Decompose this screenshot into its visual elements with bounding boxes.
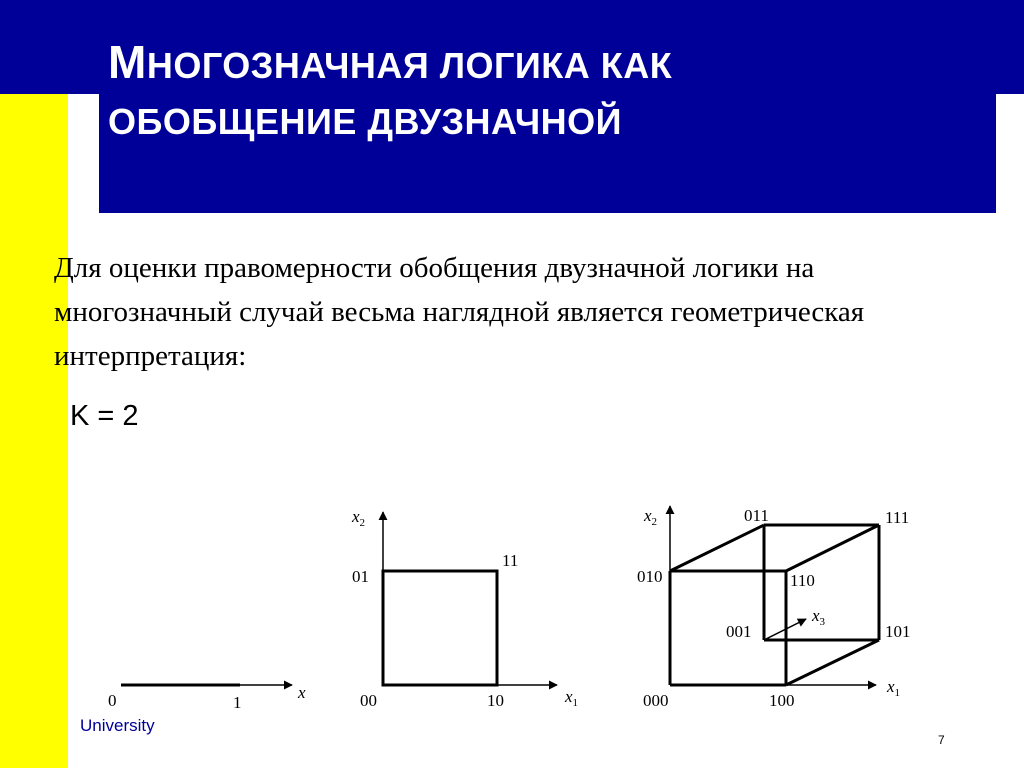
vertex-110-label: 110 [790,571,815,590]
cube-x1-label: $x_1$ [887,677,901,699]
vertex-010-label: 010 [637,567,663,586]
cube-edge [786,525,879,571]
footer-university: University [80,716,155,735]
square-x1-label: $x_1$ [565,687,579,709]
cube-edge [786,640,879,685]
body-paragraph: Для оценки правомерности обобщения двузначной логики на многозначный случай весьма наглядной является геометрическая интерпретация: [54,252,865,372]
cube-edge [670,525,764,571]
vertex-100-label: 100 [769,691,795,710]
title-line-1-rest: НОГОЗНАЧНАЯ ЛОГИКА КАК [146,45,673,86]
vertex-11-label: 11 [502,551,519,570]
k-value-label: K = 2 [70,400,139,432]
unit-square [383,571,497,685]
cube-edges [670,525,879,685]
point-0-label: 0 [108,691,117,710]
vertex-101-label: 101 [885,622,911,641]
title-initial: М [108,36,147,88]
vertex-000-label: 000 [643,691,669,710]
vertex-00-label: 00 [360,691,377,710]
cube-x3-label: $x_3$ [812,606,826,628]
x-axis-label: x [298,683,306,702]
point-1-label: 1 [233,693,242,712]
page-number: 7 [938,733,945,747]
vertex-10-label: 10 [487,691,504,710]
vertex-011-label: 011 [744,506,769,525]
cube-x2-label: $x_2$ [644,506,658,528]
square-x2-label: $x_2$ [352,507,366,529]
vertex-111-label: 111 [885,508,910,527]
one-dimensional-diagram [108,683,306,712]
vertex-001-label: 001 [726,622,752,641]
title-line-2: ОБОБЩЕНИЕ ДВУЗНАЧНОЙ [108,101,622,142]
square-diagram [351,507,578,710]
cube-diagram [637,506,911,710]
vertex-01-label: 01 [352,567,369,586]
